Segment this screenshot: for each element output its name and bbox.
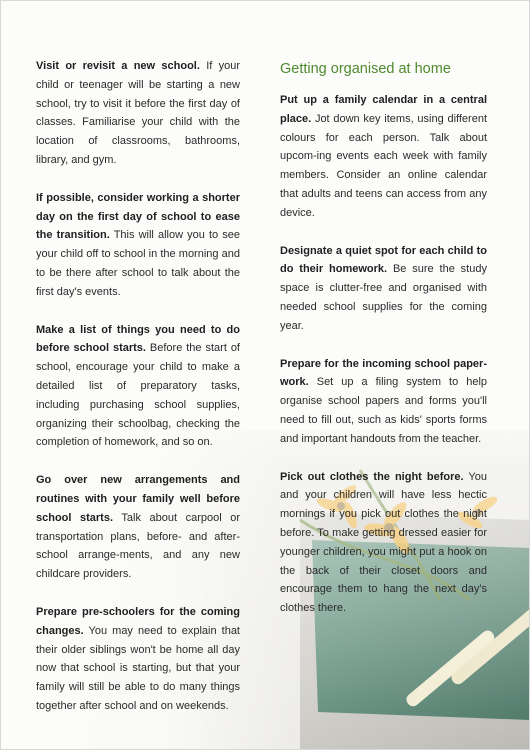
- tip-body: Set up a filing system to help organise school papers and forms you'll need to fill out, such as kids' sports forms and important handouts from the teacher.: [280, 376, 487, 445]
- tip-heading: Go over new arrangements and routines with your family well before school starts.: [36, 474, 240, 524]
- tip-heading: If possible, consider working a shorter day on the first day of school to ease the transition.: [36, 191, 240, 242]
- left-column: [36, 57, 240, 716]
- tip-family-calendar: [280, 91, 487, 223]
- section-title: Getting organised at home: [280, 61, 451, 77]
- tip-pick-clothes: [280, 468, 487, 618]
- tip-body: Before the start of school, encourage your child to make a detailed list of preparatory tasks, including purchasing school supplies, organizing their schoolbag, checking the completion of homework, and so on.: [36, 342, 240, 449]
- tip-heading: Designate a quiet spot for each child to do their homework.: [280, 244, 487, 276]
- tip-body: Be sure the study space is clutter-free and organised with needed school supplies for the coming year.: [280, 263, 487, 332]
- tip-shorter-day: [36, 189, 240, 302]
- right-column: [280, 60, 487, 618]
- tip-heading: Put up a family calendar in a central place.: [280, 94, 487, 125]
- tip-heading: Make a list of things you need to do before school starts.: [36, 323, 240, 355]
- tip-body: This will allow you to see your child off to school in the morning and to be there after school to talk about the first day's events.: [36, 229, 240, 298]
- tip-visit-school: [36, 57, 240, 170]
- tip-body: Talk about carpool or transportation plans, before- and after-school arrange-ments, and any new childcare providers.: [36, 511, 240, 581]
- tip-body: Jot down key items, using different colours for each person. Talk about upcom-ing events each week with family members. Consider an online calendar that adults and teens can access from any device.: [280, 112, 487, 219]
- tip-body: If your child or teenager will be starting a new school, try to visit it before the first day of classes. Familiarise your child with the location of classrooms, bathrooms, library, and gym.: [36, 60, 240, 166]
- tip-heading: Prepare for the incoming school paper-work.: [280, 357, 487, 389]
- tip-body: You and your children will have less hectic mornings if you pick out clothes the night before. To make getting dressed easier for younger children, you might put a hook on the back of their closet doors and encourage them to hang the next day's clothes there.: [280, 470, 487, 615]
- tip-pre-schoolers: [36, 603, 240, 716]
- tip-heading: Prepare pre-schoolers for the coming changes.: [36, 605, 240, 637]
- tip-body: You may need to explain that their older siblings won't be home all day now that school is starting, but that your family will still be able to do many things together after school and on weekends.: [36, 624, 240, 712]
- tip-heading: Pick out clothes the night before.: [280, 470, 464, 483]
- tip-make-list: [36, 321, 240, 453]
- tip-quiet-spot: [280, 242, 487, 336]
- tip-new-arrangements: [36, 471, 240, 584]
- tip-paperwork: [280, 355, 487, 449]
- tip-heading: Visit or revisit a new school.: [36, 60, 200, 72]
